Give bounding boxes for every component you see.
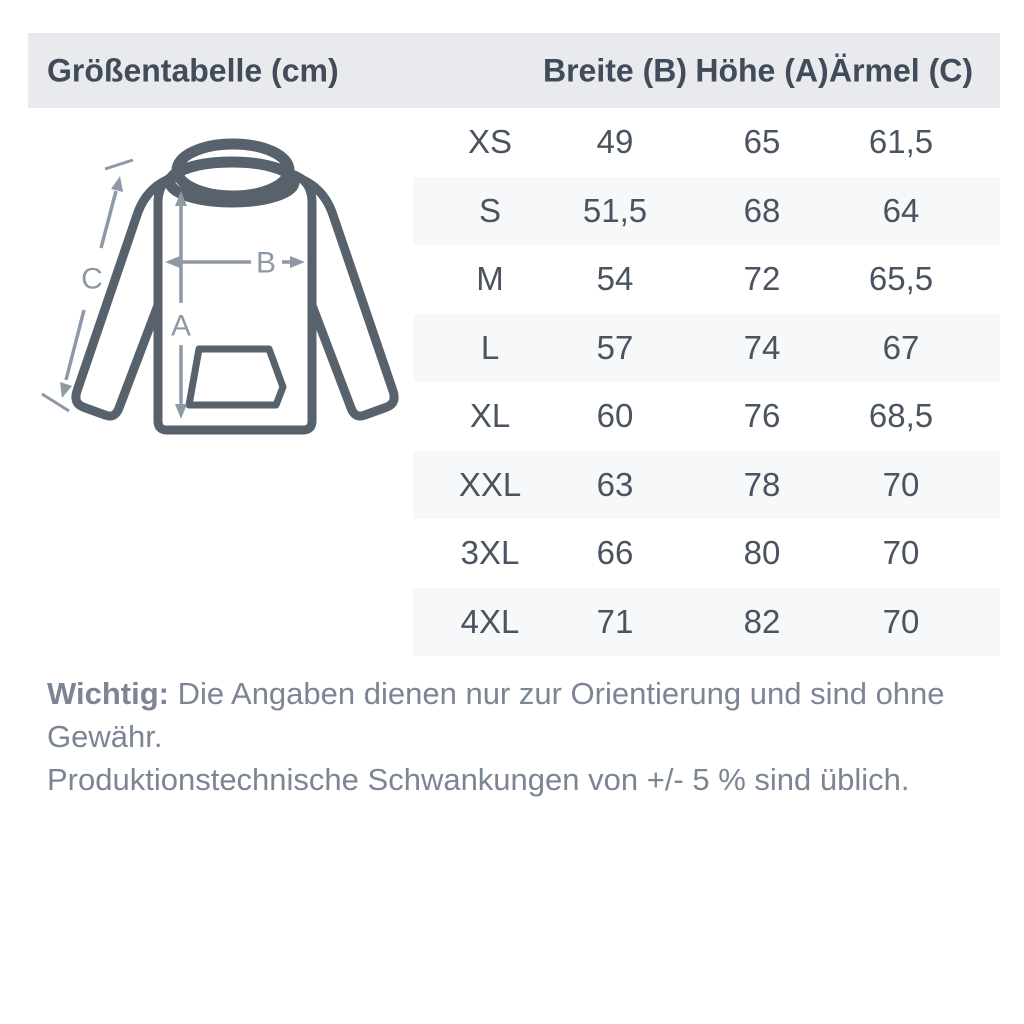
value-hoehe: 74: [743, 328, 781, 366]
measure-label-b: B: [255, 246, 277, 280]
value-breite: 49: [596, 123, 634, 161]
arrowhead-c-top: [111, 176, 123, 192]
value-hoehe: 80: [743, 534, 781, 572]
value-breite: 66: [596, 534, 634, 572]
value-breite: 60: [596, 397, 634, 435]
value-hoehe: 76: [743, 397, 781, 435]
value-breite: 51,5: [582, 191, 648, 229]
measure-label-a: A: [170, 309, 192, 343]
value-aermel: 70: [882, 602, 920, 640]
column-header-hoehe: Höhe (A): [695, 52, 829, 88]
size-table-rows: [413, 108, 1000, 656]
table-row: [413, 245, 1000, 314]
value-hoehe: 78: [743, 465, 781, 503]
hoodie-measurement-diagram: [35, 125, 405, 455]
value-breite: 63: [596, 465, 634, 503]
measure-label-c: C: [81, 262, 103, 296]
value-hoehe: 68: [743, 191, 781, 229]
value-hoehe: 72: [743, 260, 781, 298]
table-row: [413, 177, 1000, 246]
value-aermel: 68,5: [868, 397, 934, 435]
table-row: [413, 451, 1000, 520]
footer-line-1-text: Die Angaben dienen nur zur Orientierung und sind ohne Gewähr.: [47, 676, 945, 754]
page-title: Größentabelle (cm): [47, 52, 339, 88]
size-label: M: [476, 260, 504, 298]
value-aermel: 70: [882, 465, 920, 503]
value-aermel: 61,5: [868, 123, 934, 161]
column-header-breite: Breite (B): [542, 52, 688, 88]
value-breite: 54: [596, 260, 634, 298]
size-label: XXL: [458, 465, 522, 503]
value-aermel: 70: [882, 534, 920, 572]
footer-line-1: [47, 672, 982, 758]
table-row: [413, 108, 1000, 177]
size-label: XS: [467, 123, 513, 161]
footer-important-label: Wichtig:: [47, 676, 169, 711]
size-label: S: [478, 191, 501, 229]
table-row: [413, 519, 1000, 588]
arrowhead-c-bottom: [60, 382, 72, 398]
value-hoehe: 65: [743, 123, 781, 161]
value-hoehe: 82: [743, 602, 781, 640]
value-breite: 71: [596, 602, 634, 640]
column-header-aermel: Ärmel (C): [828, 52, 974, 88]
value-aermel: 64: [882, 191, 920, 229]
size-label: 4XL: [460, 602, 520, 640]
value-breite: 57: [596, 328, 634, 366]
footer-note: [47, 672, 982, 801]
table-row: [413, 588, 1000, 657]
hoodie-pocket: [189, 349, 283, 405]
table-header-bar: [28, 33, 1000, 108]
value-aermel: 65,5: [868, 260, 934, 298]
size-label: 3XL: [460, 534, 520, 572]
table-row: [413, 382, 1000, 451]
table-row: [413, 314, 1000, 383]
value-aermel: 67: [882, 328, 920, 366]
size-label: L: [480, 328, 500, 366]
size-label: XL: [469, 397, 511, 435]
footer-line-2: Produktionstechnische Schwankungen von +/- 5 % sind üblich.: [47, 762, 910, 797]
